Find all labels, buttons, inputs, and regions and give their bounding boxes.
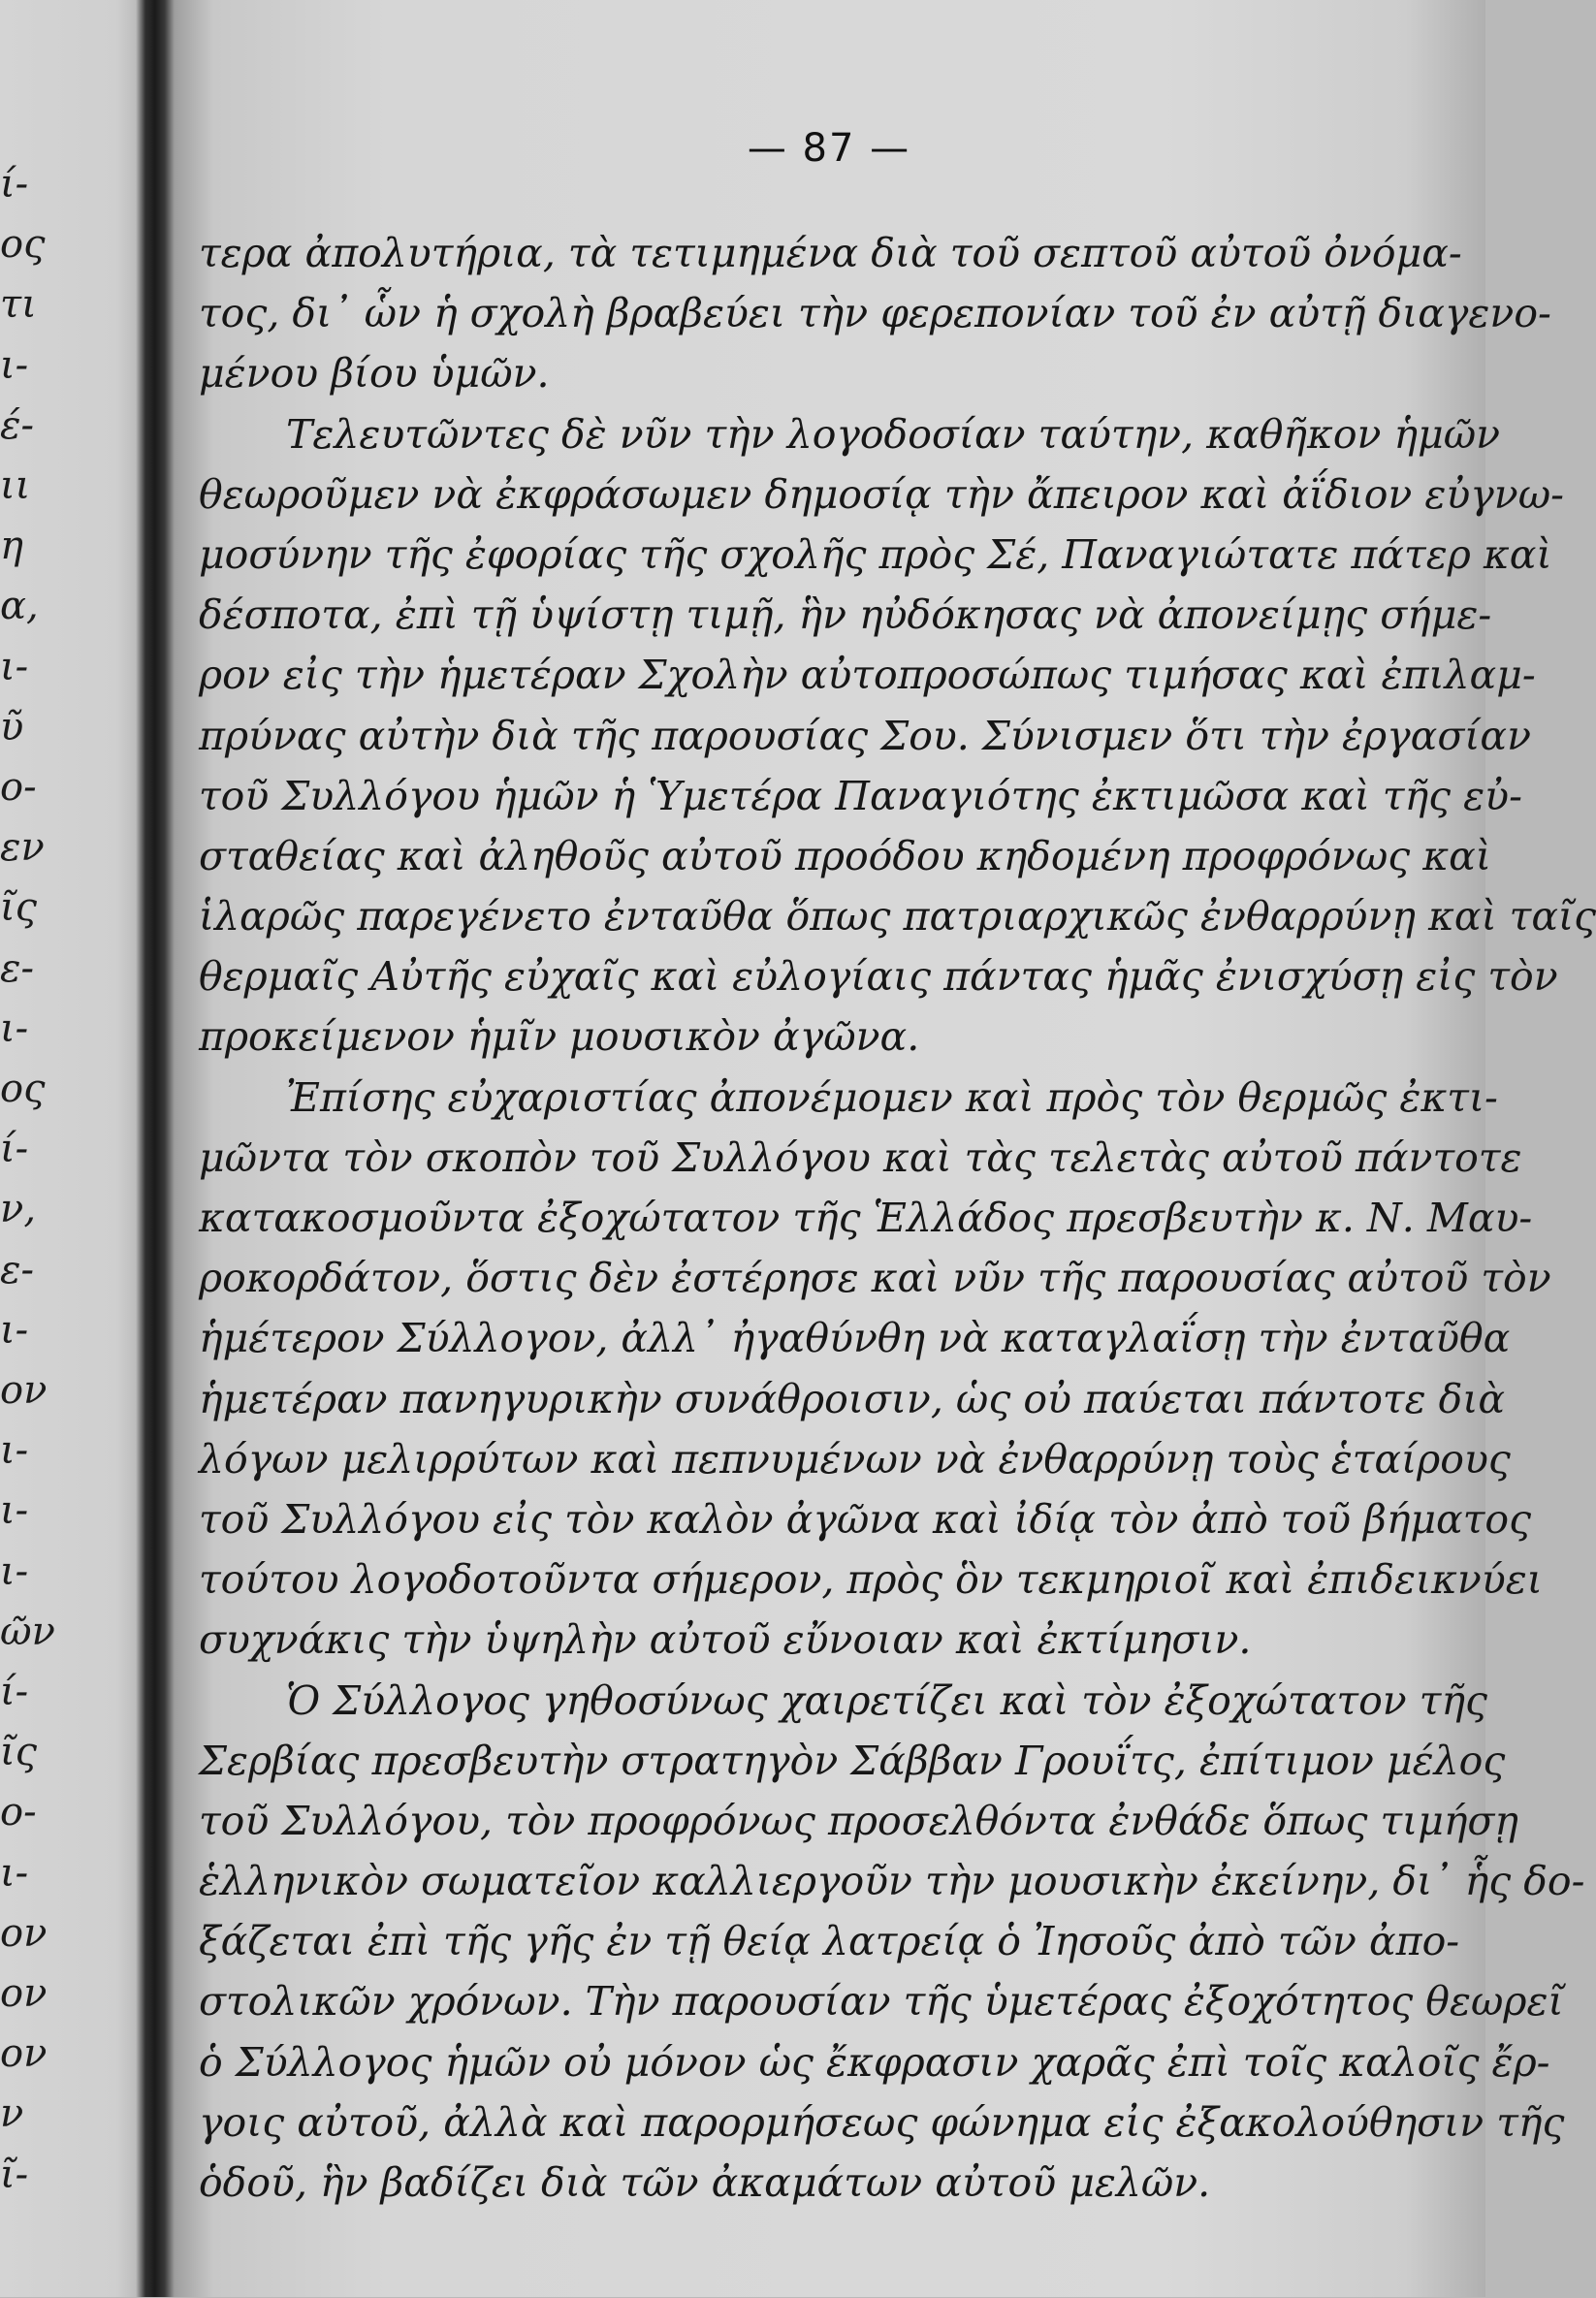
left-page-line-fragment: ν,	[0, 1187, 37, 1232]
left-page-line-fragment: ῖ-	[0, 2152, 29, 2197]
left-page-line-fragment: ε-	[0, 1247, 34, 1293]
text-line: ρον εἰς τὴν ἡμετέραν Σχολὴν αὐτοπροσώπως τιμήσας καὶ ἐπιλαμ-	[199, 652, 1536, 699]
text-line: Ἐπίσης εὐχαριστίας ἀπονέμομεν καὶ πρὸς τὸν θερμῶς ἐκτι-	[286, 1073, 1498, 1121]
text-line: στολικῶν χρόνων. Τὴν παρουσίαν τῆς ὑμετέρας ἐξοχότητος θεωρεῖ	[199, 1978, 1564, 2026]
left-page-margin-fragments	[0, 162, 55, 2298]
left-page-line-fragment: έ-	[0, 402, 34, 448]
page-number: — 87 —	[747, 126, 911, 171]
text-line: τοῦ Συλλόγου εἰς τὸν καλὸν ἀγῶνα καὶ ἰδίᾳ τὸν ἀπὸ τοῦ βήματος	[199, 1495, 1532, 1543]
text-line: ἱλαρῶς παρεγένετο ἐνταῦθα ὅπως πατριαρχικῶς ἐνθαρρύνῃ καὶ ταῖς	[199, 893, 1596, 941]
left-page-line-fragment: ι-	[0, 1428, 29, 1474]
text-line: προκείμενον ἡμῖν μουσικὸν ἀγῶνα.	[199, 1013, 920, 1061]
text-line: μοσύνην τῆς ἐφορίας τῆς σχολῆς πρὸς Σέ, Παναγιώτατε πάτερ καὶ	[199, 530, 1552, 578]
text-line: Ὁ Σύλλογος γηθοσύνως χαιρετίζει καὶ τὸν ἐξοχώτατον τῆς	[286, 1676, 1487, 1724]
text-line: ἡμέτερον Σύλλογον, ἀλλ᾿ ἠγαθύνθη νὰ καταγλαΐσῃ τὴν ἐνταῦθα	[199, 1315, 1511, 1362]
left-page-line-fragment: ῖς	[0, 1730, 38, 1775]
left-page-line-fragment: ι-	[0, 1850, 29, 1896]
left-page-line-fragment: ι-	[0, 1548, 29, 1594]
text-line: ἡμετέραν πανηγυρικὴν συνάθροισιν, ὡς οὐ παύεται πάντοτε διὰ	[199, 1375, 1506, 1422]
text-line: μένου βίου ὑμῶν.	[199, 350, 550, 398]
left-page-line-fragment: ι-	[0, 1488, 29, 1534]
left-page-line-fragment: ι-	[0, 342, 29, 388]
text-line: τούτου λογοδοτοῦντα σήμερον, πρὸς ὃν τεκμηριοῖ καὶ ἐπιδεικνύει	[199, 1556, 1543, 1604]
left-page-line-fragment: ι-	[0, 1307, 29, 1353]
text-line: συχνάκις τὴν ὑψηλὴν αὐτοῦ εὔνοιαν καὶ ἐκτίμησιν.	[199, 1616, 1252, 1664]
text-line: θεωροῦμεν νὰ ἐκφράσωμεν δημοσίᾳ τὴν ἄπειρον καὶ ἀΐδιον εὐγνω-	[199, 470, 1564, 518]
text-line: ὁδοῦ, ἣν βαδίζει διὰ τῶν ἀκαμάτων αὐτοῦ μελῶν.	[199, 2159, 1211, 2206]
book-page	[189, 116, 1596, 2288]
left-page-line-fragment: ν	[0, 2091, 24, 2137]
left-page-line-fragment: ί-	[0, 1127, 29, 1172]
left-page-line-fragment: τι	[0, 282, 37, 328]
left-page-line-fragment: ῦ	[0, 704, 24, 750]
left-page-line-fragment: ί-	[0, 1670, 29, 1714]
page-body-text	[199, 223, 1596, 2213]
left-page-line-fragment: η	[0, 524, 23, 569]
text-line: δέσποτα, ἐπὶ τῇ ὑψίστῃ τιμῇ, ἣν ηὐδόκησας νὰ ἀπονείμῃς σήμε-	[199, 591, 1492, 639]
left-page-line-fragment: ον	[0, 1368, 48, 1413]
text-line: ξάζεται ἐπὶ τῆς γῆς ἐν τῇ θείᾳ λατρείᾳ ὁ Ἰησοῦς ἀπὸ τῶν ἀπο-	[199, 1918, 1460, 1965]
text-line: θερμαῖς Αὐτῆς εὐχαῖς καὶ εὐλογίαις πάντας ἡμᾶς ἐνισχύσῃ εἰς τὸν	[199, 953, 1558, 1001]
text-line: γοις αὐτοῦ, ἀλλὰ καὶ παρορμήσεως φώνημα εἰς ἐξακολούθησιν τῆς	[199, 2098, 1565, 2146]
left-page-line-fragment: ος	[0, 222, 46, 268]
text-line: τος, δι᾿ ὧν ἡ σχολὴ βραβεύει τὴν φερεπονίαν τοῦ ἐν αὐτῇ διαγενο-	[199, 290, 1551, 337]
text-line: κατακοσμοῦντα ἐξοχώτατον τῆς Ἑλλάδος πρεσβευτὴν κ. Ν. Μαυ-	[199, 1195, 1533, 1241]
left-page-line-fragment: ι-	[0, 644, 29, 689]
left-page-line-fragment: α,	[0, 584, 39, 629]
text-line: τερα ἀπολυτήρια, τὰ τετιμημένα διὰ τοῦ σεπτοῦ αὐτοῦ ὀνόμα-	[199, 230, 1462, 276]
text-line: πρύνας αὐτὴν διὰ τῆς παρουσίας Σου. Σύνισμεν ὅτι τὴν ἐργασίαν	[199, 712, 1532, 759]
text-line: τοῦ Συλλόγου ἡμῶν ἡ Ὑμετέρα Παναγιότης ἐκτιμῶσα καὶ τῆς εὐ-	[199, 772, 1522, 819]
left-page-line-fragment: ο-	[0, 1790, 37, 1835]
text-line: ὁ Σύλλογος ἡμῶν οὐ μόνον ὡς ἔκφρασιν χαρᾶς ἐπὶ τοῖς καλοῖς ἔρ-	[199, 2038, 1550, 2086]
text-line: σταθείας καὶ ἀληθοῦς αὐτοῦ προόδου κηδομένη προφρόνως καὶ	[199, 832, 1491, 879]
text-line: μῶντα τὸν σκοπὸν τοῦ Συλλόγου καὶ τὰς τελετὰς αὐτοῦ πάντοτε	[199, 1133, 1522, 1181]
text-line: ἑλληνικὸν σωματεῖον καλλιεργοῦν τὴν μουσικὴν ἐκείνην, δι᾿ ἧς δο-	[199, 1858, 1585, 1905]
text-line: Τελευτῶντες δὲ νῦν τὴν λογοδοσίαν ταύτην, καθῆκον ἡμῶν	[286, 410, 1501, 458]
left-page-line-fragment: ιι	[0, 463, 31, 508]
text-line: Σερβίας πρεσβευτὴν στρατηγὸν Σάββαν Γρουΐτς, ἐπίτιμον μέλος	[199, 1737, 1506, 1784]
left-page-line-fragment: ον	[0, 1910, 48, 1956]
left-page-line-fragment: ον	[0, 2031, 48, 2077]
text-line: ροκορδάτον, ὅστις δὲν ἐστέρησε καὶ νῦν τῆς παρουσίας αὐτοῦ τὸν	[199, 1255, 1551, 1302]
left-page-line-fragment: ε-	[0, 945, 34, 991]
text-line: λόγων μελιρρύτων καὶ πεπνυμένων νὰ ἐνθαρρύνῃ τοὺς ἑταίρους	[199, 1435, 1511, 1483]
left-page-line-fragment: ον	[0, 1971, 48, 2016]
left-page-line-fragment: εν	[0, 825, 45, 871]
text-line: τοῦ Συλλόγου, τὸν προφρόνως προσελθόντα ἐνθάδε ὅπως τιμήσῃ	[199, 1797, 1518, 1844]
left-page-line-fragment: ος	[0, 1067, 46, 1111]
left-page-line-fragment: ι-	[0, 1005, 29, 1051]
left-page-line-fragment: ο-	[0, 765, 37, 810]
left-page-line-fragment: ῶν	[0, 1609, 55, 1654]
left-page-line-fragment: ί-	[0, 162, 29, 207]
left-page-line-fragment: ῖς	[0, 885, 38, 931]
